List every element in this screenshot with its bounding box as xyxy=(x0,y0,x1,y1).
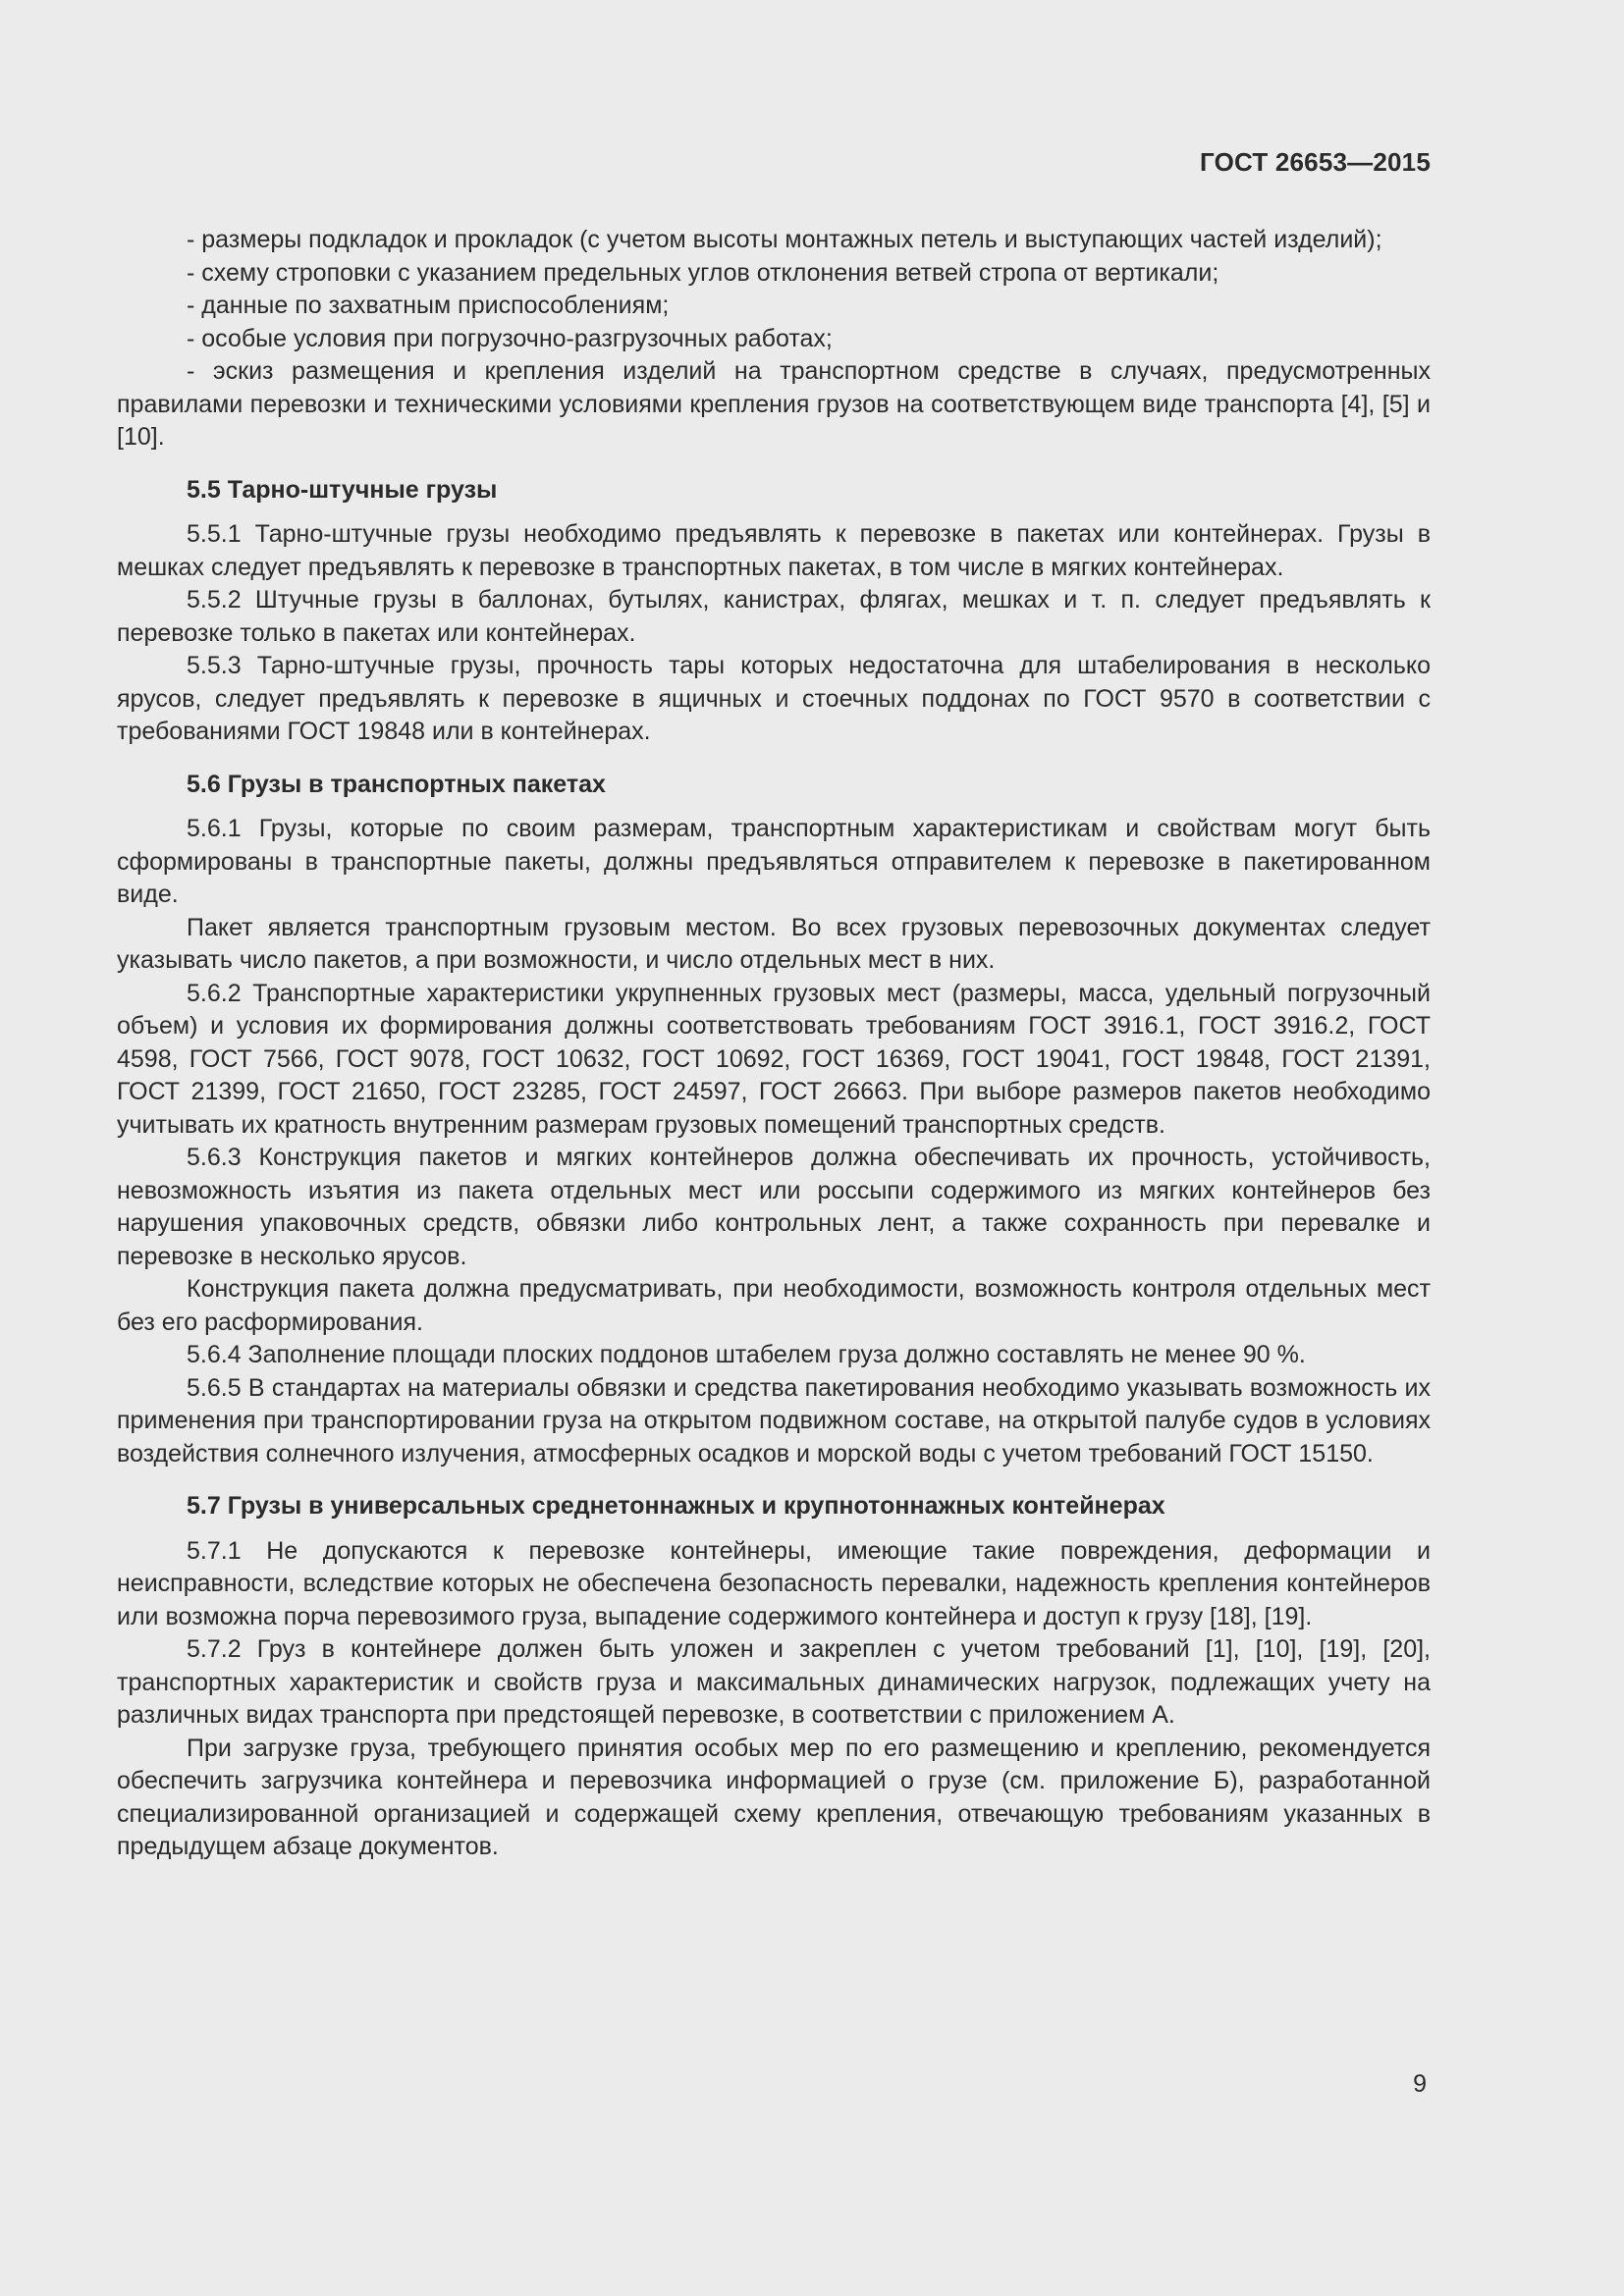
document-header: ГОСТ 26653—2015 xyxy=(1200,147,1431,177)
document-body xyxy=(117,224,1431,1864)
list-item: - данные по захватным приспособлениям; xyxy=(187,292,670,319)
paragraph: 5.5.2 Штучные грузы в баллонах, бутылях, канистрах, флягах, мешках и т. п. следует предъявлять к перевозке только в пакетах или контейнерах. xyxy=(117,586,1431,647)
list-item: - эскиз размещения и крепления изделий на транспортном средстве в случаях, предусмотренных правилами перевозки и техническими условиями крепления грузов на соответствующем виде транспорта [4], [5] и [10]. xyxy=(117,357,1431,451)
paragraph: Конструкция пакета должна предусматривать, при необходимости, возможность контроля отдельных мест без его расформирования. xyxy=(117,1275,1431,1336)
paragraph: 5.6.4 Заполнение площади плоских поддонов штабелем груза должно составлять не менее 90 %. xyxy=(187,1341,1306,1368)
section-heading-5-7: 5.7 Грузы в универсальных среднетоннажных и крупнотоннажных контейнерах xyxy=(187,1492,1165,1520)
paragraph: Пакет является транспортным грузовым местом. Во всех грузовых перевозочных документах следует указывать число пакетов, а при возможности, и число отдельных мест в них. xyxy=(117,913,1431,974)
page-number: 9 xyxy=(1413,2070,1427,2098)
list-item: - размеры подкладок и прокладок (с учетом высоты монтажных петель и выступающих частей изделий); xyxy=(187,226,1382,253)
paragraph: 5.6.3 Конструкция пакетов и мягких контейнеров должна обеспечивать их прочность, устойчивость, невозможность изъятия из пакета отдельных мест или россыпи содержимого из мягких контейнеров без нарушения упаковочных средств, обвязки либо контрольных лент, а также сохранность при перевалке и перевозке в несколько ярусов. xyxy=(117,1144,1431,1270)
paragraph: При загрузке груза, требующего принятия особых мер по его размещению и креплению, рекомендуется обеспечить загрузчика контейнера и перевозчика информацией о грузе (см. приложение Б), разработанной специализированной организацией и содержащей схему крепления, отвечающую требованиям указанных в предыдущем абзаце документов. xyxy=(117,1734,1431,1860)
paragraph: 5.7.1 Не допускаются к перевозке контейнеры, имеющие такие повреждения, деформации и неисправности, вследствие которых не обеспечена безопасность перевалки, надежность крепления контейнеров или возможна порча перевозимого груза, выпадение содержимого контейнера и доступ к грузу [18], [19]. xyxy=(117,1536,1431,1630)
list-item: - особые условия при погрузочно-разгрузочных работах; xyxy=(187,324,833,352)
section-heading-5-5: 5.5 Тарно-штучные грузы xyxy=(187,475,498,504)
paragraph: 5.6.5 В стандартах на материалы обвязки и средства пакетирования необходимо указывать возможность их применения при транспортировании груза на открытом подвижном составе, на открытой палубе судов в условиях воздействия солнечного излучения, атмосферных осадков и морской воды с учетом требований ГОСТ 15150. xyxy=(117,1373,1431,1468)
paragraph: 5.6.2 Транспортные характеристики укрупненных грузовых мест (размеры, масса, удельный погрузочный объем) и условия их формирования должны соответствовать требованиям ГОСТ 3916.1, ГОСТ 3916.2, ГОСТ 4598, ГОСТ 7566, ГОСТ 9078, ГОСТ 10632, ГОСТ 10692, ГОСТ 16369, ГОСТ 19041, ГОСТ 19848, ГОСТ 21391, ГОСТ 21399, ГОСТ 21650, ГОСТ 23285, ГОСТ 24597, ГОСТ 26663. При выборе размеров пакетов необходимо учитывать их кратность внутренним размерам грузовых помещений транспортных средств. xyxy=(117,979,1431,1139)
paragraph: 5.5.3 Тарно-штучные грузы, прочность тары которых недостаточна для штабелирования в несколько ярусов, следует предъявлять к перевозке в ящичных и стоечных поддонах по ГОСТ 9570 в соответствии с требованиями ГОСТ 19848 или в контейнерах. xyxy=(117,652,1431,745)
paragraph: 5.6.1 Грузы, которые по своим размерам, транспортным характеристикам и свойствам могут быть сформированы в транспортные пакеты, должны предъявляться отправителем к перевозке в пакетированном виде. xyxy=(117,815,1431,908)
list-item: - схему строповки с указанием предельных углов отклонения ветвей стропа от вертикали; xyxy=(187,258,1219,287)
paragraph: 5.5.1 Тарно-штучные грузы необходимо предъявлять к перевозке в пакетах или контейнерах. Грузы в мешках следует предъявлять к перевозке в транспортных пакетах, в том числе в мягких контейнерах. xyxy=(117,520,1431,581)
paragraph: 5.7.2 Груз в контейнере должен быть уложен и закреплен с учетом требований [1], [10], [19], [20], транспортных характеристик и свойств груза и максимальных динамических нагрузок, подлежащих учету на различных видах транспорта при предстоящей перевозке, в соответствии с приложением А. xyxy=(117,1635,1431,1729)
section-heading-5-6: 5.6 Грузы в транспортных пакетах xyxy=(187,770,606,798)
